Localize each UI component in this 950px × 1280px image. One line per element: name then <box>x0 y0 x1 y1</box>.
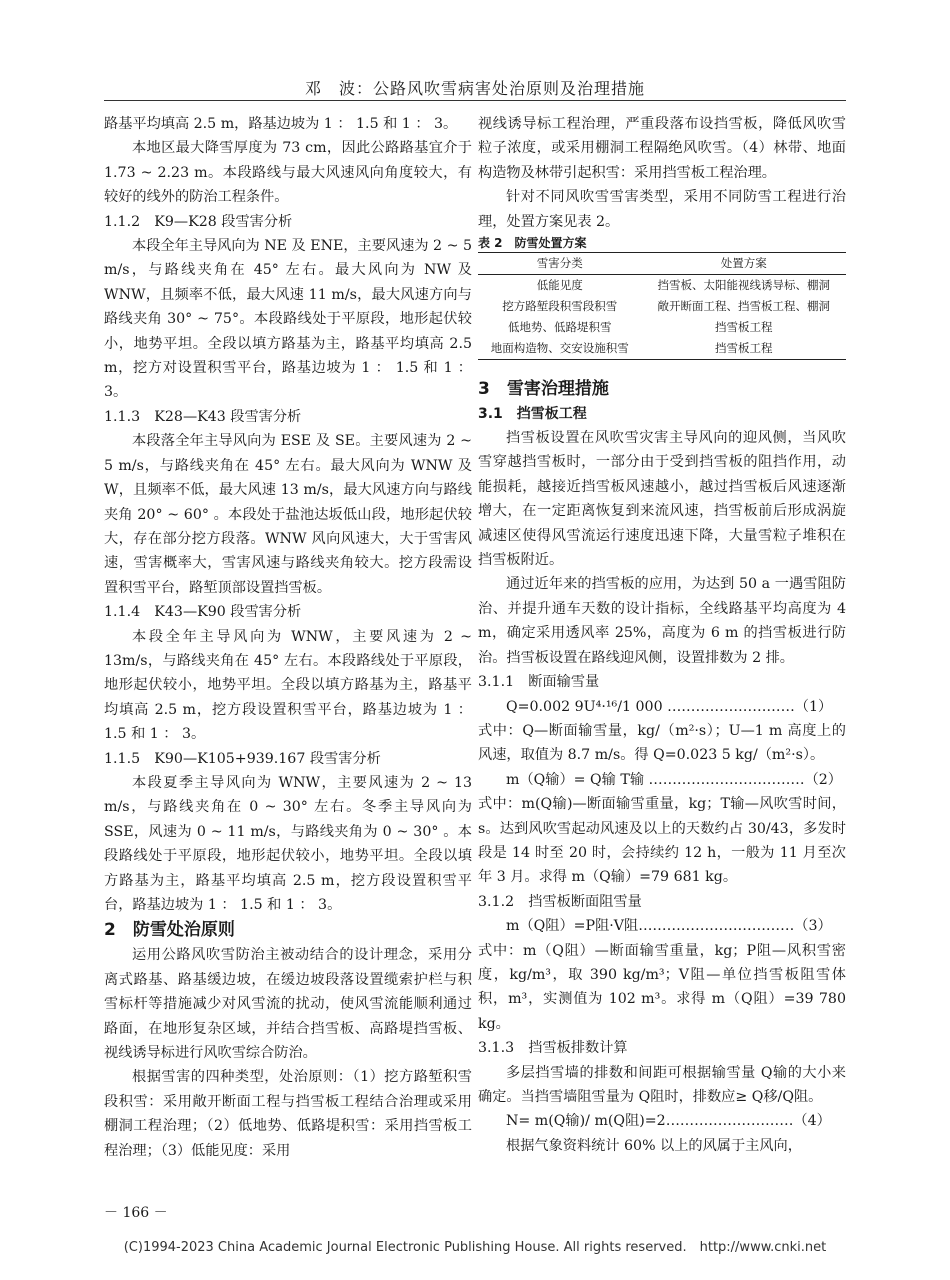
table-row <box>478 317 846 338</box>
equation-3: m（Q阻）=P阻·V阻……………………………（3） <box>506 918 832 935</box>
section-heading-1-1-4: 1.1.4 K43—K90 段雪害分析 <box>104 604 302 621</box>
table-cell: 挖方路堑段积雪段积雪 <box>502 299 618 314</box>
page-number: － 166 － <box>104 1205 168 1221</box>
section-heading-3-1-3: 3.1.3 挡雪板排数计算 <box>478 1040 628 1057</box>
copyright-footer: (C)1994-2023 China Academic Journal Electronic Publishing House. All rights reserved. http://www.cnki.net <box>123 1240 827 1255</box>
disposal-table <box>478 252 846 360</box>
paragraph: 本段落全年主导风向为 ESE 及 SE。主要风速为 2 ~ 5 m/s，与路线夹角在 45° 左右。最大风向为 WNW 及 W，且频率不低，最大风速 13 m/s，最大风速方向与路线夹角 20° ~ 60° 。本段处于盐池达坂低山段，地形起伏较大，存在部分挖方段落。WNW 风向风速大，大于雪害风速，雪害概率大，雪害风速与路线夹角较大。挖方段需设置积雪平台，路堑顶部设置挡雪板。 <box>104 433 472 596</box>
table-header: 处置方案 <box>642 253 846 275</box>
paragraph: 针对不同风吹雪雪害类型，采用不同防雪工程进行治理，处置方案见表 2。 <box>478 189 846 230</box>
section-heading-1-1-5: 1.1.5 K90—K105+939.167 段雪害分析 <box>104 750 381 767</box>
table-row <box>478 296 846 317</box>
paragraph: 式中：Q—断面输雪量，kg/（m²·s）；U—1 m 高度上的风速，取值为 8.7 m/s。得 Q=0.023 5 kg/（m²·s）。 <box>478 722 846 764</box>
paragraph: 运用公路风吹雪防治主被动结合的设计理念，采用分离式路基、路基缓边坡，在缓边坡段落设置缆索护栏与积雪标杆等措施减少对风雪流的扰动，使风雪流能顺利通过路面，在地形复杂区域，并结合挡雪板、高路堤挡雪板、视线诱导标进行风吹雪综合防治。 <box>104 947 472 1062</box>
paragraph: 视线诱导标工程治理，严重段落布设挡雪板，降低风吹雪粒子浓度，或采用棚洞工程隔绝风吹雪。（4）林带、地面构造物及林带引起积雪：采用挡雪板工程治理。 <box>478 116 846 181</box>
table-cell: 挡雪板、太阳能视线诱导标、棚洞 <box>657 278 831 293</box>
section-heading-3-1-1: 3.1.1 断面输雪量 <box>478 674 600 691</box>
table-cell: 低地势、低路堤积雪 <box>508 320 612 335</box>
section-heading-1-1-2: 1.1.2 K9—K28 段雪害分析 <box>104 213 293 230</box>
running-title: 邓 波：公路风吹雪病害处治原则及治理措施 <box>304 79 645 98</box>
table-row <box>478 338 846 360</box>
equation-4: N= m(Q输)/ m(Q阻)=2………………………（4） <box>506 1113 831 1130</box>
section-heading-3-1: 3.1 挡雪板工程 <box>478 406 587 423</box>
section-heading-2: 2 防雪处治原则 <box>104 920 235 941</box>
left-column <box>104 112 472 1163</box>
paragraph: 式中：m(Q输)—断面输雪重量，kg；T输—风吹雪时间，s。达到风吹雪起动风速及以上的天数约占 30/43，多发时段是 14 时至 20 时，会持续约 12 h，一般为 11 月至次年 3 月。求得 m（Q输）=79 681 kg。 <box>478 796 846 886</box>
paragraph: 本段夏季主导风向为 WNW，主要风速为 2 ~ 13 m/s，与路线夹角在 0 ~ 30° 左右。冬季主导风向为 SSE，风速为 0 ~ 11 m/s，与路线夹角为 0 ~ 30° 。本段路线处于平原段，地形起伏较小，地势平坦。全段以填方路基为主，路基平均填高 2.5 m，挖方段设置积雪平台，路基边坡为 1 ： 1.5 和 1 ： 3。 <box>104 774 472 913</box>
header-rule <box>104 100 846 101</box>
table-cell: 低能见度 <box>536 278 583 293</box>
section-heading-3: 3 雪害治理措施 <box>478 379 609 400</box>
paragraph: 路基平均填高 2.5 m，路基边坡为 1 ： 1.5 和 1 ： 3。 <box>104 116 458 132</box>
paragraph: 式中：m（Q阻）—断面输雪重量，kg；P阻—风积雪密度，kg/m³，取 390 kg/m³；V阻—单位挡雪板阻雪体积，m³，实测值为 102 m³。求得 m（Q阻）=39 780 kg。 <box>478 942 846 1032</box>
right-column <box>478 112 846 1158</box>
equation-2: m（Q输）= Q输 T输 ……………………………（2） <box>506 771 842 788</box>
table-cell: 挡雪板工程 <box>642 338 846 360</box>
paragraph: 挡雪板设置在风吹雪灾害主导风向的迎风侧，当风吹雪穿越挡雪板时，一部分由于受到挡雪板的阻挡作用，动能损耗，越接近挡雪板风速越小，越过挡雪板后风速逐渐增大，在一定距离恢复到来流风速，挡雪板前后形成涡旋减速区使得风雪流运行速度迅速下降，大量雪粒子堆积在挡雪板附近。 <box>478 430 846 569</box>
paragraph: 本地区最大降雪厚度为 73 cm，因此公路路基宜介于 1.73 ~ 2.23 m。本段路线与最大风速风向角度较大，有较好的线外的防治工程条件。 <box>104 140 472 206</box>
equation-1: Q=0.002 9U⁴·¹⁶/1 000 ………………………（1） <box>506 698 833 715</box>
table-cell: 敞开断面工程、挡雪板工程、棚洞 <box>657 299 831 314</box>
table-cell: 地面构造物、交安设施积雪 <box>478 338 642 360</box>
table-caption: 表 2 防雪处置方案 <box>478 236 587 251</box>
section-heading-3-1-2: 3.1.2 挡雪板断面阻雪量 <box>478 893 642 910</box>
section-heading-1-1-3: 1.1.3 K28—K43 段雪害分析 <box>104 408 302 425</box>
paragraph: 本段全年主导风向为 WNW，主要风速为 2 ~ 13m/s，与路线夹角在 45° 左右。本段路线处于平原段，地形起伏较小，地势平坦。全段以填方路基为主，路基平均填高 2.5 m，挖方段设置积雪平台，路基边坡为 1 ： 1.5 和 1 ： 3。 <box>104 628 472 743</box>
paragraph: 多层挡雪墙的排数和间距可根据输雪量 Q输的大小来确定。当挡雪墙阻雪量为 Q阻时，排数应≥ Q移/Q阻。 <box>478 1064 846 1105</box>
table-row <box>478 275 846 297</box>
paragraph: 根据气象资料统计 60% 以上的风属于主风向， <box>506 1137 802 1154</box>
paragraph: 本段全年主导风向为 NE 及 ENE，主要风速为 2 ~ 5 m/s，与路线夹角在 45° 左右。最大风向为 NW 及 WNW，且频率不低，最大风速 11 m/s，最大风速方向与路线夹角 30° ~ 75°。本段路线处于平原段，地形起伏较小，地势平坦。全段以填方路基为主，路基平均填高 2.5 m，挖方对设置积雪平台，路基边坡为 1 ： 1.5 和 1 ： 3。 <box>104 238 472 401</box>
paragraph: 根据雪害的四种类型，处治原则：（1）挖方路堑积雪段积雪：采用敞开断面工程与挡雪板工程结合治理或采用棚洞工程治理；（2）低地势、低路堤积雪：采用挡雪板工程治理；（3）低能见度：采用 <box>104 1069 472 1159</box>
paragraph: 通过近年来的挡雪板的应用，为达到 50 a 一遇雪阻防治、并提升通车天数的设计指标，全线路基平均高度为 4 m，确定采用透风率 25%，高度为 6 m 的挡雪板进行防治。挡雪板设置在路线迎风侧，设置排数为 2 排。 <box>478 576 846 666</box>
table-header: 雪害分类 <box>478 253 642 275</box>
table-cell: 挡雪板工程 <box>715 320 773 335</box>
